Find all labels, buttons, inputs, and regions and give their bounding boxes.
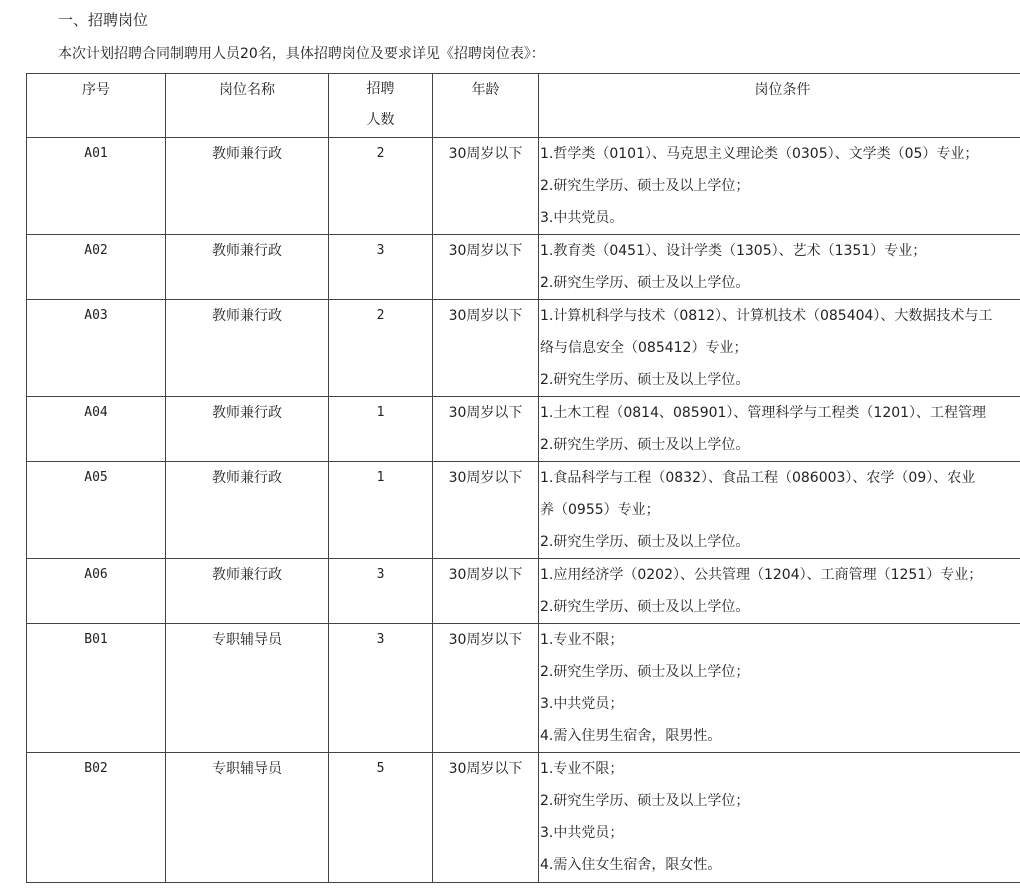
condition-line: 2.研究生学历、硕士及以上学位； bbox=[540, 793, 750, 809]
cell-count: 2 bbox=[329, 138, 433, 235]
cell-no: A04 bbox=[27, 397, 166, 462]
cell-no: B02 bbox=[27, 753, 166, 883]
cell-age: 30周岁以下 bbox=[433, 138, 539, 235]
cell-conditions bbox=[539, 300, 1020, 397]
cell-age: 30周岁以下 bbox=[433, 397, 539, 462]
cell-position-name: 教师兼行政 bbox=[166, 559, 329, 624]
cell-conditions bbox=[539, 462, 1020, 559]
table-row bbox=[27, 397, 1020, 462]
condition-line: 3.中共党员。 bbox=[540, 210, 624, 226]
table-row bbox=[27, 300, 1020, 397]
cell-conditions bbox=[539, 138, 1020, 235]
cell-no: A01 bbox=[27, 138, 166, 235]
cell-no: A06 bbox=[27, 559, 166, 624]
header-count bbox=[329, 74, 433, 138]
cell-age: 30周岁以下 bbox=[433, 753, 539, 883]
condition-line: 1.土木工程（0814、085901）、管理科学与工程类（1201）、工程管理 bbox=[540, 405, 987, 421]
header-age: 年龄 bbox=[433, 74, 539, 138]
table-row bbox=[27, 624, 1020, 753]
cell-no: A05 bbox=[27, 462, 166, 559]
condition-line: 1.计算机科学与技术（0812）、计算机技术（085404）、大数据技术与工 bbox=[540, 308, 993, 324]
cell-conditions bbox=[539, 624, 1020, 753]
condition-line: 2.研究生学历、硕士及以上学位； bbox=[540, 664, 750, 680]
cell-count: 3 bbox=[329, 624, 433, 753]
table-row bbox=[27, 235, 1020, 300]
cell-no: A02 bbox=[27, 235, 166, 300]
cell-conditions bbox=[539, 559, 1020, 624]
condition-line: 2.研究生学历、硕士及以上学位。 bbox=[540, 372, 750, 388]
cell-position-name: 教师兼行政 bbox=[166, 462, 329, 559]
cell-age: 30周岁以下 bbox=[433, 300, 539, 397]
condition-line: 络与信息安全（085412）专业； bbox=[540, 340, 748, 356]
table-row bbox=[27, 753, 1020, 883]
condition-line: 2.研究生学历、硕士及以上学位。 bbox=[540, 534, 750, 550]
condition-line: 2.研究生学历、硕士及以上学位。 bbox=[540, 437, 750, 453]
condition-line: 4.需入住女生宿舍，限女性。 bbox=[540, 857, 722, 873]
table-row bbox=[27, 138, 1020, 235]
cell-count: 1 bbox=[329, 397, 433, 462]
recruitment-positions-table bbox=[26, 73, 1020, 883]
condition-line: 4.需入住男生宿舍，限男性。 bbox=[540, 728, 722, 744]
table-body bbox=[27, 138, 1020, 883]
condition-line: 2.研究生学历、硕士及以上学位。 bbox=[540, 599, 750, 615]
cell-position-name: 教师兼行政 bbox=[166, 300, 329, 397]
cell-position-name: 专职辅导员 bbox=[166, 624, 329, 753]
section-heading: 一、招聘岗位 bbox=[58, 11, 149, 29]
condition-line: 1.食品科学与工程（0832）、食品工程（086003）、农学（09）、农业 bbox=[540, 470, 976, 486]
cell-count: 5 bbox=[329, 753, 433, 883]
cell-age: 30周岁以下 bbox=[433, 462, 539, 559]
condition-line: 3.中共党员； bbox=[540, 696, 624, 712]
header-conditions: 岗位条件 bbox=[539, 74, 1020, 138]
cell-age: 30周岁以下 bbox=[433, 559, 539, 624]
cell-conditions bbox=[539, 397, 1020, 462]
cell-no: B01 bbox=[27, 624, 166, 753]
header-position-name: 岗位名称 bbox=[166, 74, 329, 138]
cell-count: 3 bbox=[329, 235, 433, 300]
header-no: 序号 bbox=[27, 74, 166, 138]
cell-conditions bbox=[539, 753, 1020, 883]
condition-line: 3.中共党员； bbox=[540, 825, 624, 841]
header-count-line2: 人数 bbox=[366, 112, 395, 128]
cell-age: 30周岁以下 bbox=[433, 624, 539, 753]
cell-count: 2 bbox=[329, 300, 433, 397]
condition-line: 1.专业不限； bbox=[540, 761, 624, 777]
intro-paragraph: 本次计划招聘合同制聘用人员20名，具体招聘岗位及要求详见《招聘岗位表》： bbox=[58, 46, 545, 62]
table-row bbox=[27, 462, 1020, 559]
condition-line: 2.研究生学历、硕士及以上学位； bbox=[540, 178, 750, 194]
condition-line: 1.哲学类（0101）、马克思主义理论类（0305）、文学类（05）专业； bbox=[540, 146, 979, 162]
cell-count: 3 bbox=[329, 559, 433, 624]
condition-line: 养（0955）专业； bbox=[540, 502, 660, 518]
cell-no: A03 bbox=[27, 300, 166, 397]
cell-position-name: 教师兼行政 bbox=[166, 235, 329, 300]
cell-position-name: 教师兼行政 bbox=[166, 138, 329, 235]
header-count-line1: 招聘 bbox=[366, 81, 395, 97]
condition-line: 2.研究生学历、硕士及以上学位。 bbox=[540, 275, 750, 291]
condition-line: 1.应用经济学（0202）、公共管理（1204）、工商管理（1251）专业； bbox=[540, 567, 983, 583]
cell-count: 1 bbox=[329, 462, 433, 559]
cell-position-name: 教师兼行政 bbox=[166, 397, 329, 462]
cell-position-name: 专职辅导员 bbox=[166, 753, 329, 883]
cell-age: 30周岁以下 bbox=[433, 235, 539, 300]
cell-conditions bbox=[539, 235, 1020, 300]
table-row bbox=[27, 559, 1020, 624]
condition-line: 1.教育类（0451）、设计学类（1305）、艺术（1351）专业； bbox=[540, 243, 927, 259]
condition-line: 1.专业不限； bbox=[540, 632, 624, 648]
table-header-row bbox=[27, 74, 1020, 138]
